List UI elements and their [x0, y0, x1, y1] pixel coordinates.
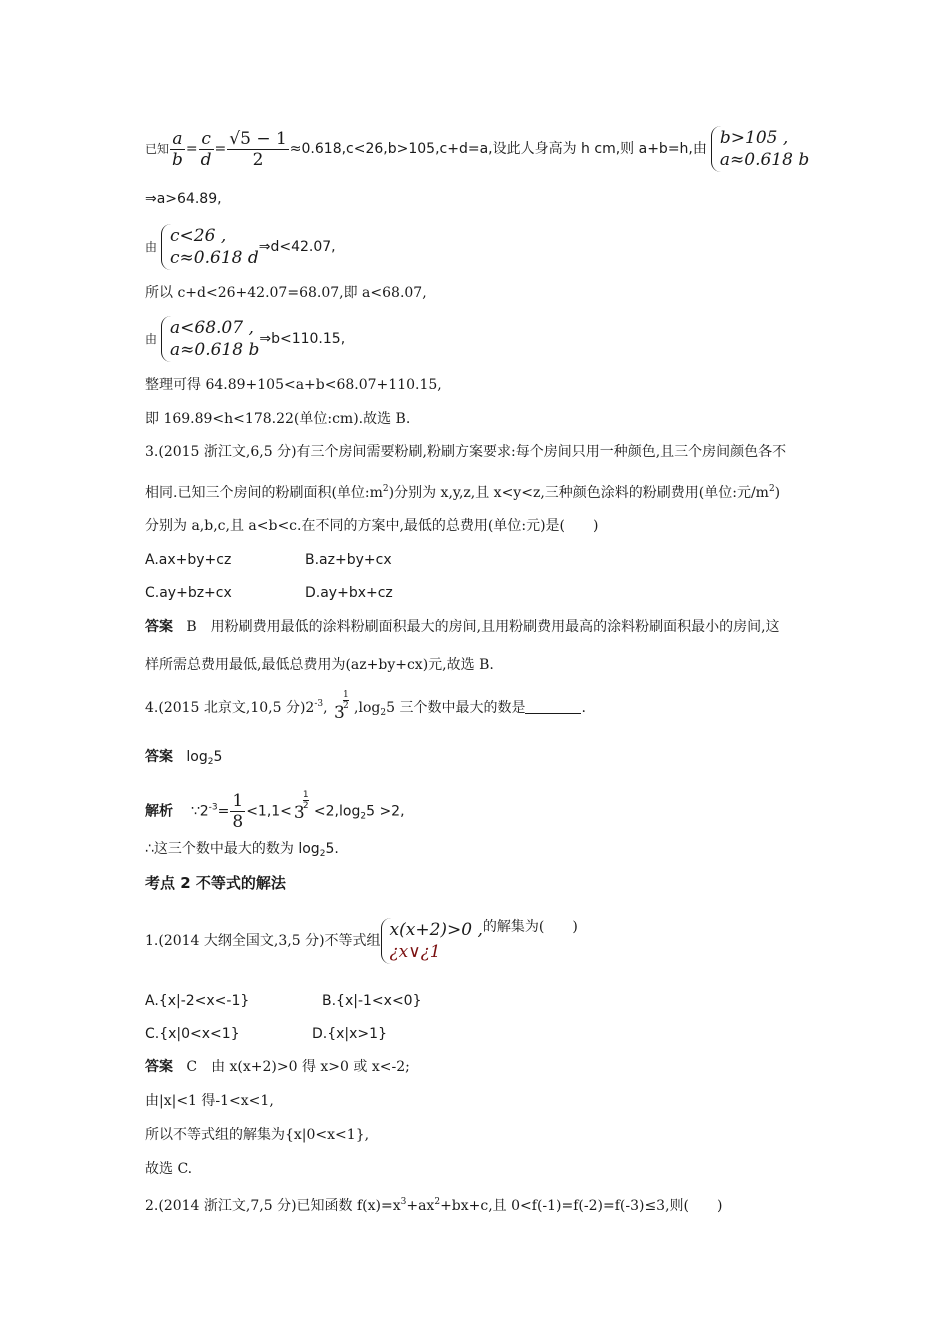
analysis-line: 解析 $\because 2^{-3}=$ $\frac{1}{8}$ <1,1< 3 1 2 $<2,\log_25 >2$, [145, 789, 405, 832]
conclusion-line: ∴这三个数中最大的数为 $\log_25$. [145, 841, 339, 859]
question-4: 4.(2015 北京文,10,5 分)$2^{-3}$, 3 1 2 $,\log_25$ 三个数中最大的数是 . [145, 690, 586, 723]
option-c: C.ay+bz+cx [145, 585, 232, 601]
solution-line: 由|x|<1 得-1<x<1, [145, 1093, 274, 1109]
inequality-system: x(x+2)>0 , ¿x∨¿1 [381, 918, 483, 964]
option-d: D.ay+bx+cz [305, 585, 393, 601]
solution-line-6: 整理可得 64.89+105<a+b<68.07+110.15, [145, 377, 442, 393]
power-3-half: 3 1 2 [334, 690, 349, 723]
question-3-line-2: 相同.已知三个房间的粉刷面积(单位$:m^2$)分别为 x,y,z,且 x<y<z,三种颜色涂料的粉刷费用(单位:元$/m^2$) [145, 484, 781, 501]
equation-system: b>105 , a≈0.618 b [711, 126, 809, 172]
analysis-label: 解析 [145, 803, 173, 820]
answer-label: 答案 [145, 619, 173, 635]
fraction-c-d: $\frac{c}{d}$ [200, 128, 212, 170]
question-3-line-1: 3.(2015 浙江文,6,5 分)有三个房间需要粉刷,粉刷方案要求:每个房间只用一种颜色,且三个房间颜色各不 [145, 444, 787, 460]
option-a: A.ax+by+cz [145, 552, 232, 568]
solution-line-2: ⇒a>64.89, [145, 191, 222, 207]
power-3-half: 3 1 2 [293, 789, 309, 823]
answer-line: 答案 $\log_25$ [145, 749, 223, 767]
equation-system: a<68.07 , a≈0.618 b [161, 316, 259, 362]
fraction-a-b: $\frac{a}{b}$ [172, 128, 183, 170]
section2-question-1: 1.(2014 大纲全国文,3,5 分)不等式组 x(x+2)>0 , ¿x∨¿1 的解集为( ) [145, 919, 578, 962]
answer-line-2: 样所需总费用最低,最低总费用为(az+by+cx)元,故选 B. [145, 657, 494, 673]
section2-question-2: 2.(2014 浙江文,7,5 分)已知函数 $f(x)=x^3+ax^2+bx+c$,且 0<f(-1)=f(-2)=f(-3)≤3,则( ) [145, 1197, 723, 1214]
answer-line-1: 答案 B 用粉刷费用最低的涂料粉刷面积最大的房间,且用粉刷费用最高的涂料粉刷面积最小的房间,这 [145, 619, 780, 635]
section-title: 考点 2 不等式的解法 [145, 874, 286, 892]
option-b: B.az+by+cx [305, 552, 392, 568]
solution-line-7: 即 169.89<h<178.22(单位:cm).故选 B. [145, 411, 411, 427]
solution-line: 故选 C. [145, 1161, 193, 1177]
solution-line-1: 已知 $\frac{a}{b}$ = $\frac{c}{d}$ = $\frac{√5 - 1}{2}$ ≈0.618,c<26,b>105,c+d=a,设此人身高为 h cm,则 a+b=h,由 b>105 , a≈0.618 b [145, 128, 810, 170]
equation-system: c<26 , c≈0.618 d [161, 224, 259, 270]
answer-line: 答案 C 由 x(x+2)>0 得 x>0 或 x<-2; [145, 1059, 410, 1075]
answer-label: 答案 [145, 1059, 173, 1075]
answer-label: 答案 [145, 749, 173, 765]
solution-line-4: 所以 c+d<26+42.07=68.07,即 a<68.07, [145, 285, 427, 301]
option-d: D.{x|x>1} [312, 1026, 387, 1042]
option-c: C.{x|0<x<1} [145, 1026, 240, 1042]
solution-line-5: 由 a<68.07 , a≈0.618 b ⇒b<110.15, [145, 318, 346, 360]
option-b: B.{x|-1<x<0} [322, 993, 422, 1009]
fraction-1-8: $\frac{1}{8}$ [232, 791, 244, 832]
fraction-golden-ratio: $\frac{√5 - 1}{2}$ [229, 128, 287, 170]
question-3-line-3: 分别为 a,b,c,且 a<b<c.在不同的方案中,最低的总费用(单位:元)是( ) [145, 518, 599, 534]
option-a: A.{x|-2<x<-1} [145, 993, 250, 1009]
answer-blank [525, 699, 581, 714]
text: 已知 [145, 142, 170, 156]
solution-line-3: 由 c<26 , c≈0.618 d ⇒d<42.07, [145, 226, 336, 268]
solution-line: 所以不等式组的解集为{x|0<x<1}, [145, 1127, 370, 1143]
text: ≈0.618,c<26,b>105,c+d=a,设此人身高为 h cm,则 a+b=h,由 [289, 141, 707, 157]
